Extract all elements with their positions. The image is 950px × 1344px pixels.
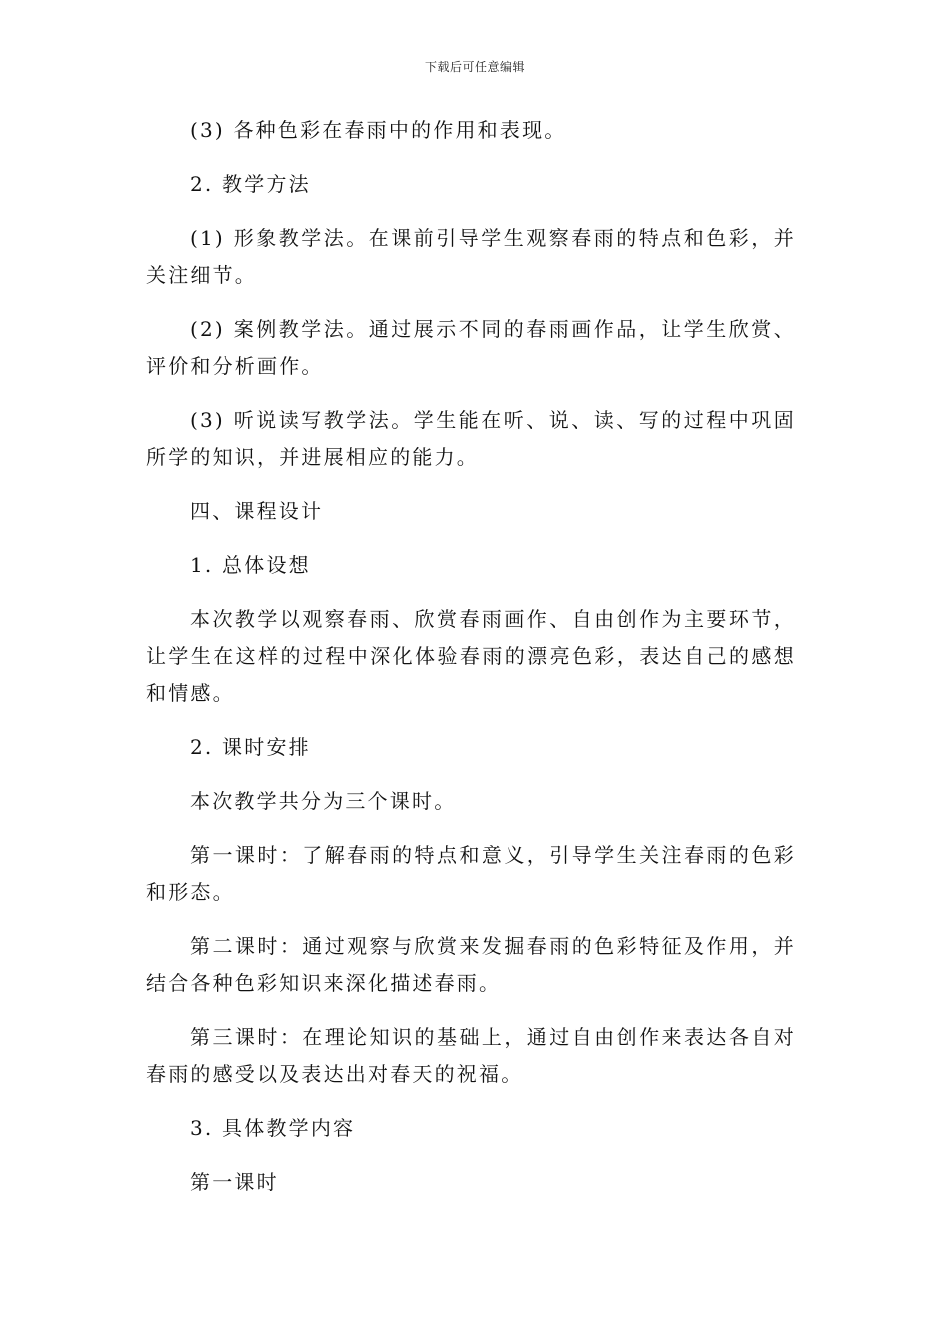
section-heading-course-design: 四、课程设计 xyxy=(190,499,324,523)
paragraph-overall-idea: 本次教学以观察春雨、欣赏春雨画作、自由创作为主要环节，让学生在这样的过程中深化体验春雨的漂亮色彩，表达自己的感想和情感。 xyxy=(146,607,796,705)
subsection-heading-content: 3. 具体教学内容 xyxy=(190,1116,356,1140)
page-header: 下载后可任意编辑 xyxy=(424,60,525,74)
list-item-color-roles: (3) 各种色彩在春雨中的作用和表现。 xyxy=(190,118,567,142)
subsection-heading-schedule: 2. 课时安排 xyxy=(190,735,311,759)
list-item-listen-speak-method: (3) 听说读写教学法。学生能在听、说、读、写的过程中巩固所学的知识，并进展相应的能力。 xyxy=(146,408,796,469)
section-heading-teaching-methods: 2. 教学方法 xyxy=(190,172,311,196)
list-item-image-method: (1) 形象教学法。在课前引导学生观察春雨的特点和色彩，并关注细节。 xyxy=(146,226,796,287)
paragraph-lesson-one: 第一课时：了解春雨的特点和意义，引导学生关注春雨的色彩和形态。 xyxy=(146,843,796,904)
document-body xyxy=(146,112,796,1201)
paragraph-schedule-summary: 本次教学共分为三个课时。 xyxy=(190,789,457,813)
list-item-case-method: (2) 案例教学法。通过展示不同的春雨画作品，让学生欣赏、评价和分析画作。 xyxy=(146,317,796,378)
paragraph-lesson-three: 第三课时：在理论知识的基础上，通过自由创作来表达各自对春雨的感受以及表达出对春天的祝福。 xyxy=(146,1025,796,1086)
paragraph-lesson-two: 第二课时：通过观察与欣赏来发掘春雨的色彩特征及作用，并结合各种色彩知识来深化描述春雨。 xyxy=(146,934,796,995)
subsection-heading-overall-idea: 1. 总体设想 xyxy=(190,553,311,577)
paragraph-first-lesson-title: 第一课时 xyxy=(190,1170,279,1194)
